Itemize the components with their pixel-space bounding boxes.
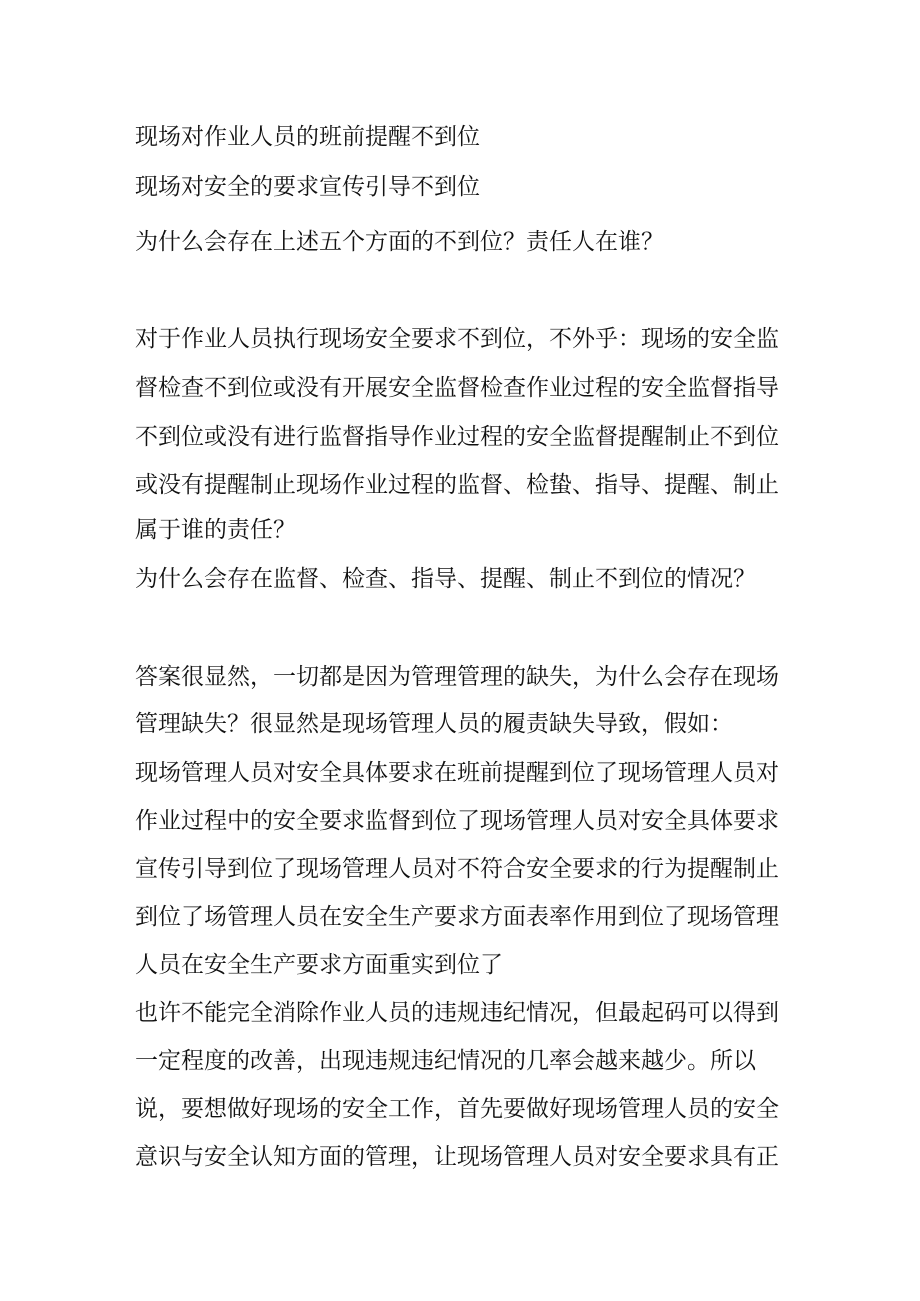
text-line: 一定程度的改善，出现违规违纪情况的几率会越来越少。所以 xyxy=(135,1048,756,1074)
text-line: 现场对作业人员的班前提醒不到位 xyxy=(135,124,480,150)
text-line: 宣传引导到位了现场管理人员对不符合安全要求的行为提醒制止 xyxy=(135,856,779,882)
text-line: 作业过程中的安全要求监督到位了现场管理人员对安全具体要求 xyxy=(135,808,779,834)
text-line: 人员在安全生产要求方面重实到位了 xyxy=(135,952,503,978)
text-line: 现场管理人员对安全具体要求在班前提醒到位了现场管理人员对 xyxy=(135,760,779,786)
text-line: 对于作业人员执行现场安全要求不到位，不外乎：现场的安全监 xyxy=(135,326,779,352)
text-line: 答案很显然，一切都是因为管理管理的缺失，为什么会存在现场 xyxy=(135,664,779,690)
text-line: 到位了场管理人员在安全生产要求方面表率作用到位了现场管理 xyxy=(135,904,779,930)
text-line: 为什么会存在上述五个方面的不到位？责任人在谁？ xyxy=(135,229,664,255)
text-line: 或没有提醒制止现场作业过程的监督、检蛰、指导、提醒、制止 xyxy=(135,472,779,498)
text-line: 意识与安全认知方面的管理，让现场管理人员对安全要求具有正 xyxy=(135,1144,779,1170)
text-line: 属于谁的责任？ xyxy=(135,517,296,543)
text-line: 督检查不到位或没有开展安全监督检查作业过程的安全监督指导 xyxy=(135,375,779,401)
text-line: 不到位或没有进行监督指导作业过程的安全监督提醒制止不到位 xyxy=(135,424,779,450)
text-line: 为什么会存在监督、检查、指导、提醒、制止不到位的情况？ xyxy=(135,566,756,592)
text-line: 也许不能完全消除作业人员的违规违纪情况，但最起码可以得到 xyxy=(135,1000,779,1026)
text-line: 管理缺失？很显然是现场管理人员的履责缺失导致，假如： xyxy=(135,711,733,737)
text-line: 说，要想做好现场的安全工作，首先要做好现场管理人员的安全 xyxy=(135,1096,779,1122)
text-line: 现场对安全的要求宣传引导不到位 xyxy=(135,174,480,200)
